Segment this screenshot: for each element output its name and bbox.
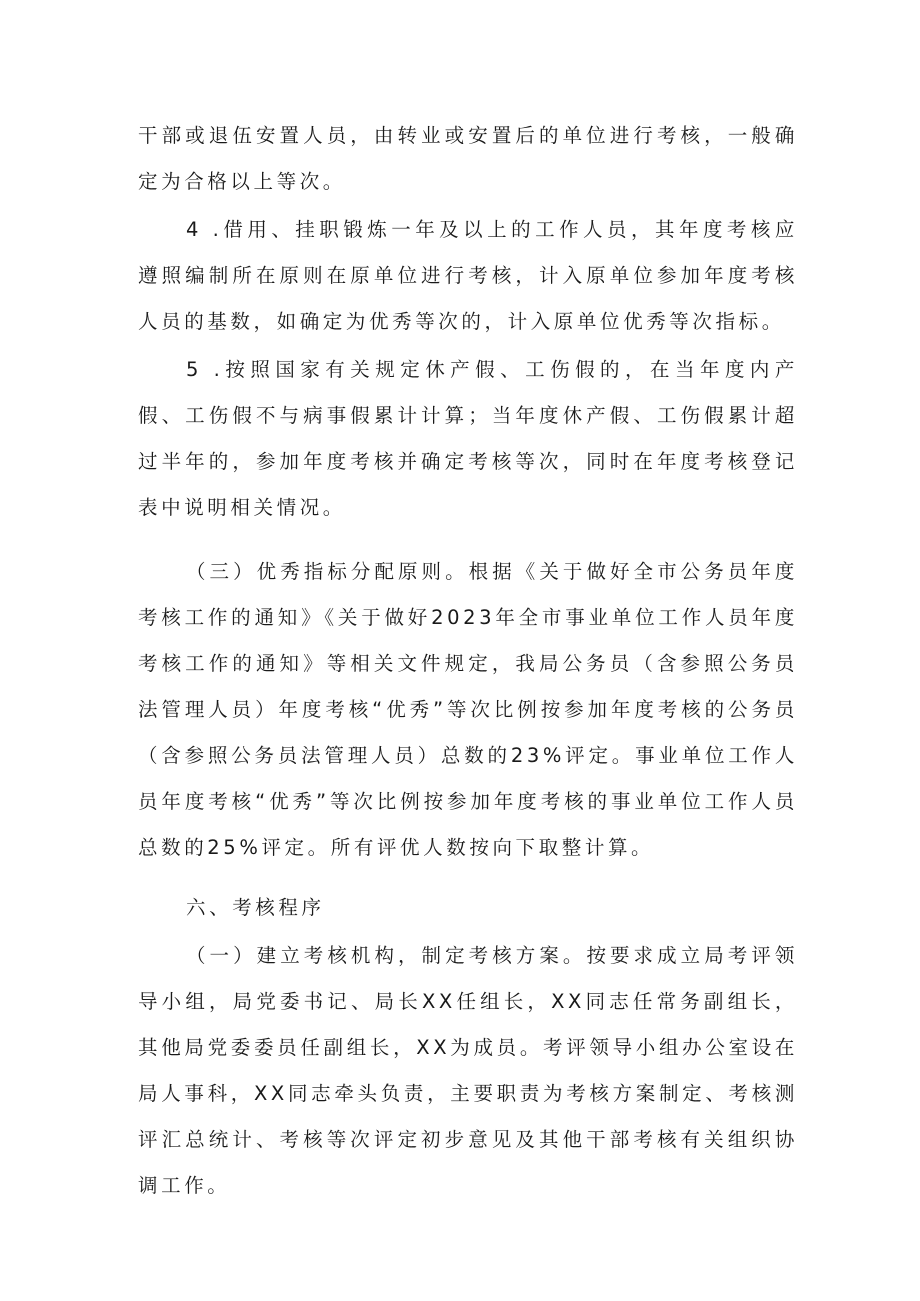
paragraph-excellence-quota: （三）优秀指标分配原则。根据《关于做好全市公务员年度考核工作的通知》《关于做好2023年全市事业单位工作人员年度考核工作的通知》等相关文件规定，我局公务员（含参照公务员法管理人员）年度考核“优秀”等次比例按参加年度考核的公务员（含参照公务员法管理人员）总数的23%评定。事业单位工作人员年度考核“优秀”等次比例按参加年度考核的事业单位工作人员总数的25%评定。所有评优人数按向下取整计算。 [138, 560, 798, 859]
paragraph-placement-continuation: 干部或退伍安置人员，由转业或安置后的单位进行考核，一般确定为合格以上等次。 [138, 124, 798, 193]
paragraph-item-4-secondment: 4 .借用、挂职锻炼一年及以上的工作人员，其年度考核应遵照编制所在原则在原单位进行考核，计入原单位参加年度考核人员的基数，如确定为优秀等次的，计入原单位优秀等次指标。 [138, 218, 798, 333]
paragraph-assessment-organization: （一）建立考核机构，制定考核方案。按要求成立局考评领导小组，局党委书记、局长XX任组长，XX同志任常务副组长，其他局党委委员任副组长，XX为成员。考评领导小组办公室设在局人事科，XX同志牵头负责，主要职责为考核方案制定、考核测评汇总统计、考核等次评定初步意见及其他干部考核有关组织协调工作。 [138, 944, 798, 1197]
paragraph-item-5-leave: 5 .按照国家有关规定休产假、工伤假的，在当年度内产假、工伤假不与病事假累计计算；当年度休产假、工伤假累计超过半年的，参加年度考核并确定考核等次，同时在年度考核登记表中说明相关情况。 [138, 358, 798, 519]
section-heading-assessment-procedure: 六、考核程序 [186, 896, 325, 919]
